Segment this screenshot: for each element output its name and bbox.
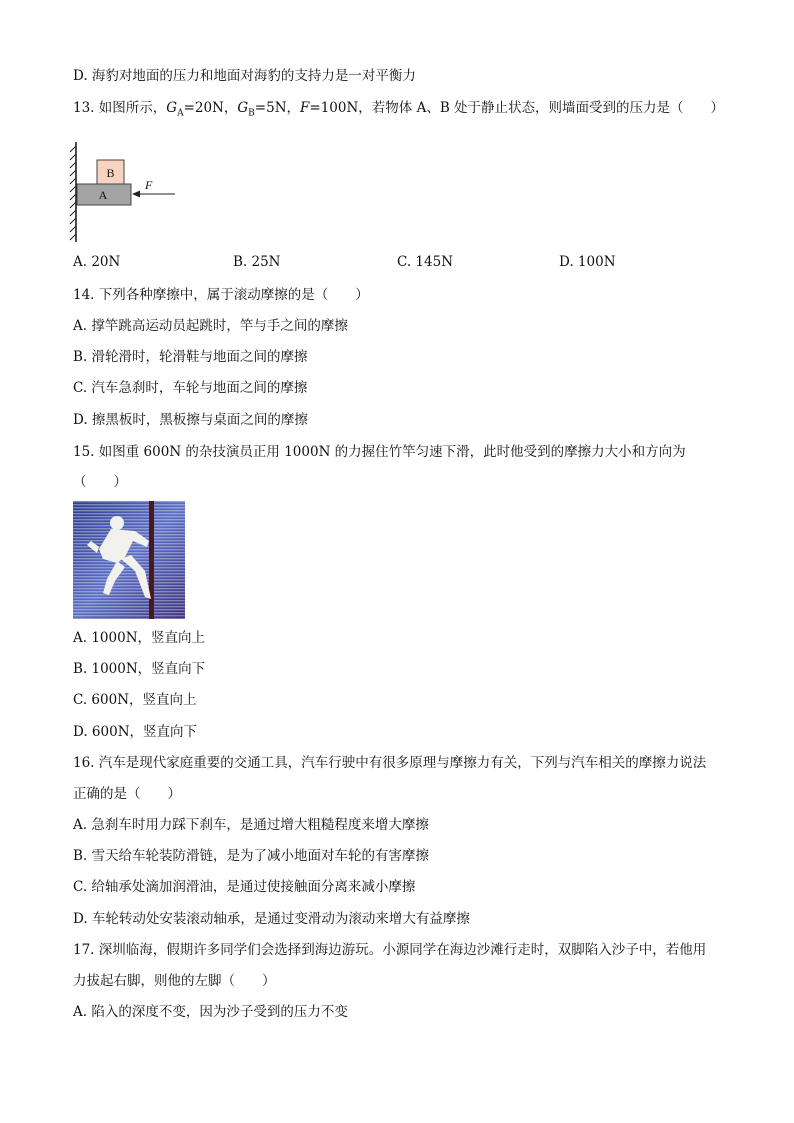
- q14-option-c: C. 汽车急刹时，车轮与地面之间的摩擦: [73, 380, 308, 396]
- force-label: F: [145, 178, 153, 192]
- q15-option-a: A. 1000N，竖直向上: [73, 630, 206, 646]
- q16-stem-cont: 正确的是（ ）: [73, 786, 181, 802]
- q15-option-b: B. 1000N，竖直向下: [73, 661, 206, 677]
- q16-option-a: A. 急刹车时用力踩下刹车，是通过增大粗糙程度来增大摩擦: [73, 817, 429, 833]
- q15-answer-paren: （ ）: [73, 474, 127, 490]
- q15-option-c: C. 600N，竖直向上: [73, 692, 197, 708]
- q12-option-d: D. 海豹对地面的压力和地面对海豹的支持力是一对平衡力: [73, 68, 416, 84]
- q17-option-a: A. 陷入的深度不变，因为沙子受到的压力不变: [73, 1004, 348, 1020]
- block-a-label: A: [98, 188, 108, 202]
- q17-stem: 17. 深圳临海，假期许多同学们会选择到海边游玩。小源同学在海边沙滩行走时，双脚陷入沙子中，若他用: [73, 942, 707, 958]
- q14-option-a: A. 撑竿跳高运动员起跳时，竿与手之间的摩擦: [73, 318, 348, 334]
- bamboo-pole: [149, 501, 154, 619]
- q13-option-c: C. 145N: [397, 254, 454, 270]
- q17-stem-cont: 力拔起右脚，则他的左脚（ ）: [73, 973, 276, 989]
- acrobat-pole-photo: [73, 501, 185, 619]
- q13-figure: [68, 142, 188, 244]
- q16-option-b: B. 雪天给车轮装防滑链，是为了减小地面对车轮的有害摩擦: [73, 848, 430, 864]
- q16-stem: 16. 汽车是现代家庭重要的交通工具，汽车行驶中有很多原理与摩擦力有关，下列与汽车相关的摩擦力说法: [73, 755, 707, 771]
- block-b-label: B: [106, 166, 115, 180]
- q14-option-b: B. 滑轮滑时，轮滑鞋与地面之间的摩擦: [73, 349, 308, 365]
- q16-option-c: C. 给轴承处滴加润滑油，是通过使接触面分离来减小摩擦: [73, 879, 416, 895]
- q16-option-d: D. 车轮转动处安装滚动轴承，是通过变滑动为滚动来增大有益摩擦: [73, 911, 470, 927]
- q15-stem: 15. 如图重 600N 的杂技演员正用 1000N 的力握住竹竿匀速下滑，此时他受到的摩擦力大小和方向为: [73, 444, 686, 460]
- q13-option-d: D. 100N: [559, 254, 616, 270]
- q14-option-d: D. 擦黑板时，黑板擦与桌面之间的摩擦: [73, 412, 308, 428]
- q13-option-b: B. 25N: [233, 254, 281, 270]
- q14-stem: 14. 下列各种摩擦中，属于滚动摩擦的是（ ）: [73, 287, 369, 303]
- q13-stem: 13. 如图所示，$G_A=20N$，$G_B=5N$，F=100N，若物体 A、B 处于静止状态，则墙面受到的压力是（ ）: [73, 100, 725, 119]
- q13-options: [73, 254, 753, 274]
- q13-option-a: A. 20N: [73, 254, 121, 270]
- q15-option-d: D. 600N，竖直向下: [73, 724, 198, 740]
